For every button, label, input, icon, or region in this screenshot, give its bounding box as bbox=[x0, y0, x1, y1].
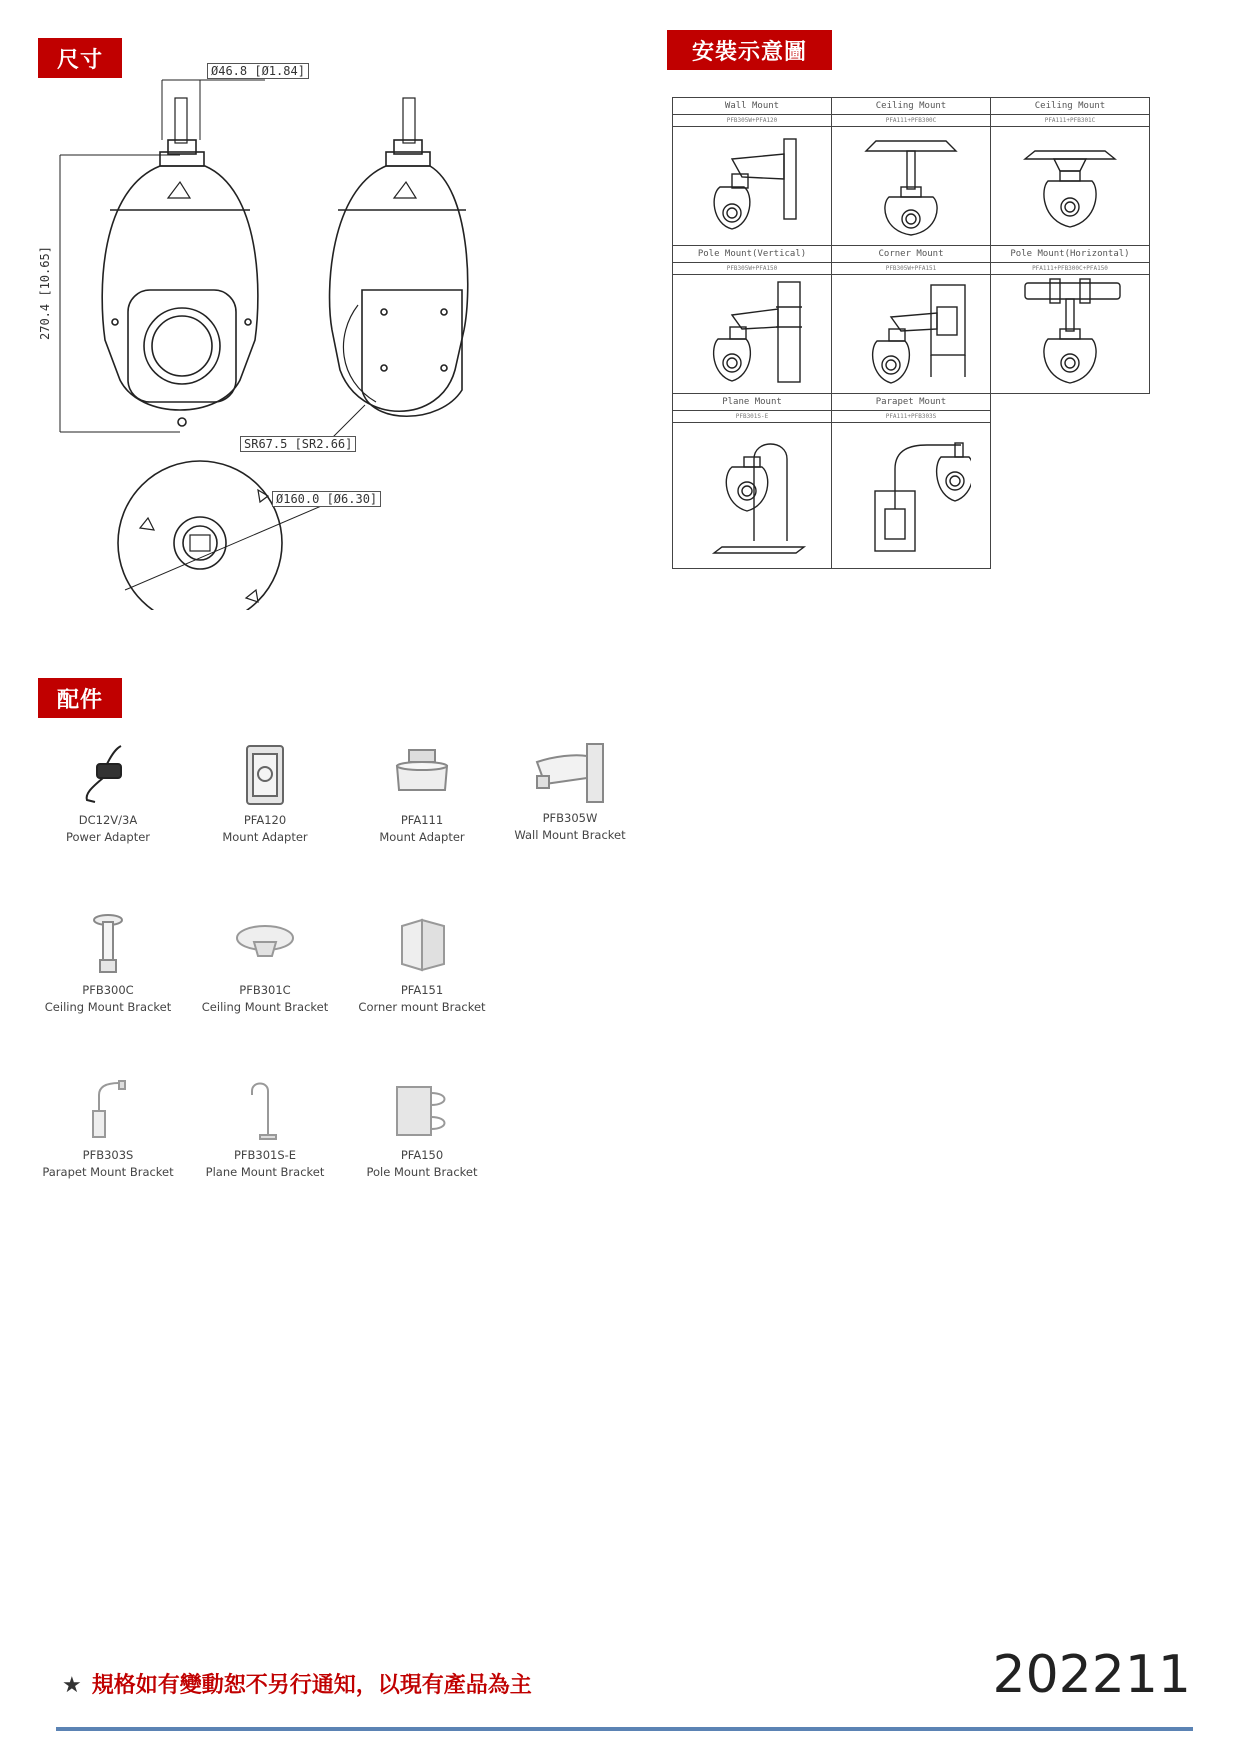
radius-dimension: SR67.5 [SR2.66] bbox=[240, 437, 356, 451]
mount-code: PFA111+PFB300C+PFA150 bbox=[991, 263, 1150, 275]
accessory-description: Parapet Mount Bracket bbox=[42, 1165, 174, 1179]
pole-mount-vertical-illustration bbox=[673, 275, 832, 394]
power-adapter-icon bbox=[33, 738, 183, 812]
accessory-model: PFB300C bbox=[82, 983, 134, 997]
accessory-item bbox=[190, 738, 340, 846]
accessory-item bbox=[190, 908, 340, 1016]
plane-bracket-icon bbox=[190, 1073, 340, 1147]
disclaimer-note bbox=[62, 1668, 532, 1699]
camera-side-view bbox=[310, 98, 468, 445]
accessory-model: PFB305W bbox=[542, 811, 598, 825]
mount-code: PFA111+PFB303S bbox=[832, 411, 991, 423]
mount-code: PFA111+PFB300C bbox=[832, 115, 991, 127]
mount-code: PFB305W+PFA120 bbox=[673, 115, 832, 127]
accessory-model: PFA120 bbox=[243, 813, 287, 827]
base-diameter-dimension: Ø160.0 [Ø6.30] bbox=[272, 492, 381, 506]
accessory-model: PFA151 bbox=[400, 983, 444, 997]
accessory-item bbox=[347, 1073, 497, 1181]
parapet-mount-illustration bbox=[832, 423, 991, 569]
pole-mount-horizontal-illustration bbox=[991, 275, 1150, 394]
height-dimension: 270.4 [10.65] bbox=[38, 246, 52, 340]
ceiling-plate-icon bbox=[190, 908, 340, 982]
accessory-description: Power Adapter bbox=[65, 830, 151, 844]
installation-table bbox=[672, 97, 1150, 569]
mount-adapter-ring-icon bbox=[347, 738, 497, 812]
ceiling-mount-pendant-illustration bbox=[832, 127, 991, 246]
mount-name: Ceiling Mount bbox=[991, 98, 1150, 115]
top-width-dimension: Ø46.8 [Ø1.84] bbox=[207, 64, 309, 78]
accessory-description: Plane Mount Bracket bbox=[205, 1165, 325, 1179]
mount-adapter-box-icon bbox=[190, 738, 340, 812]
accessory-description: Ceiling Mount Bracket bbox=[44, 1000, 172, 1014]
accessory-item bbox=[33, 738, 183, 846]
corner-mount-illustration bbox=[832, 275, 991, 394]
camera-bottom-view bbox=[118, 461, 360, 610]
mount-name: Parapet Mount bbox=[832, 394, 991, 411]
corner-bracket-icon bbox=[347, 908, 497, 982]
ceiling-mount-plate-illustration bbox=[991, 127, 1150, 246]
star-icon: ★ bbox=[62, 1673, 82, 1698]
accessory-item bbox=[33, 1073, 183, 1181]
mount-name: Corner Mount bbox=[832, 246, 991, 263]
accessory-description: Pole Mount Bracket bbox=[366, 1165, 478, 1179]
accessory-model: DC12V/3A bbox=[78, 813, 138, 827]
wall-mount-illustration bbox=[673, 127, 832, 246]
mount-code: PFB301S-E bbox=[673, 411, 832, 423]
accessory-description: Corner mount Bracket bbox=[358, 1000, 486, 1014]
mount-name: Pole Mount(Vertical) bbox=[673, 246, 832, 263]
mount-name: Pole Mount(Horizontal) bbox=[991, 246, 1150, 263]
accessory-description: Ceiling Mount Bracket bbox=[201, 1000, 329, 1014]
dimensions-section-title: 尺寸 bbox=[38, 38, 122, 78]
parapet-bracket-icon bbox=[33, 1073, 183, 1147]
camera-front-view bbox=[102, 98, 258, 426]
accessory-description: Wall Mount Bracket bbox=[514, 828, 626, 842]
disclaimer-text: 規格如有變動恕不另行通知，以現有產品為主 bbox=[91, 1673, 532, 1698]
accessory-model: PFB301C bbox=[239, 983, 291, 997]
accessory-item bbox=[347, 738, 497, 846]
accessory-model: PFA150 bbox=[400, 1148, 444, 1162]
mount-name: Wall Mount bbox=[673, 98, 832, 115]
plane-mount-illustration bbox=[673, 423, 832, 569]
accessory-item bbox=[33, 908, 183, 1016]
accessory-model: PFA111 bbox=[400, 813, 444, 827]
accessory-description: Mount Adapter bbox=[222, 830, 308, 844]
wall-bracket-icon bbox=[495, 736, 645, 810]
footer-rule bbox=[56, 1727, 1193, 1731]
pole-bracket-icon bbox=[347, 1073, 497, 1147]
accessories-section-title: 配件 bbox=[38, 678, 122, 718]
mount-code: PFB305W+PFA151 bbox=[832, 263, 991, 275]
accessory-item bbox=[495, 736, 645, 844]
mount-code: PFB305W+PFA150 bbox=[673, 263, 832, 275]
accessory-model: PFB301S-E bbox=[233, 1148, 297, 1162]
accessory-description: Mount Adapter bbox=[379, 830, 465, 844]
mount-code: PFA111+PFB301C bbox=[991, 115, 1150, 127]
dimension-drawing bbox=[40, 50, 600, 610]
installation-section-title: 安裝示意圖 bbox=[667, 30, 832, 70]
accessory-model: PFB303S bbox=[82, 1148, 134, 1162]
document-date-code: 202211 bbox=[992, 1645, 1191, 1705]
ceiling-pendant-icon bbox=[33, 908, 183, 982]
mount-name: Plane Mount bbox=[673, 394, 832, 411]
accessory-item bbox=[190, 1073, 340, 1181]
accessory-item bbox=[347, 908, 497, 1016]
mount-name: Ceiling Mount bbox=[832, 98, 991, 115]
